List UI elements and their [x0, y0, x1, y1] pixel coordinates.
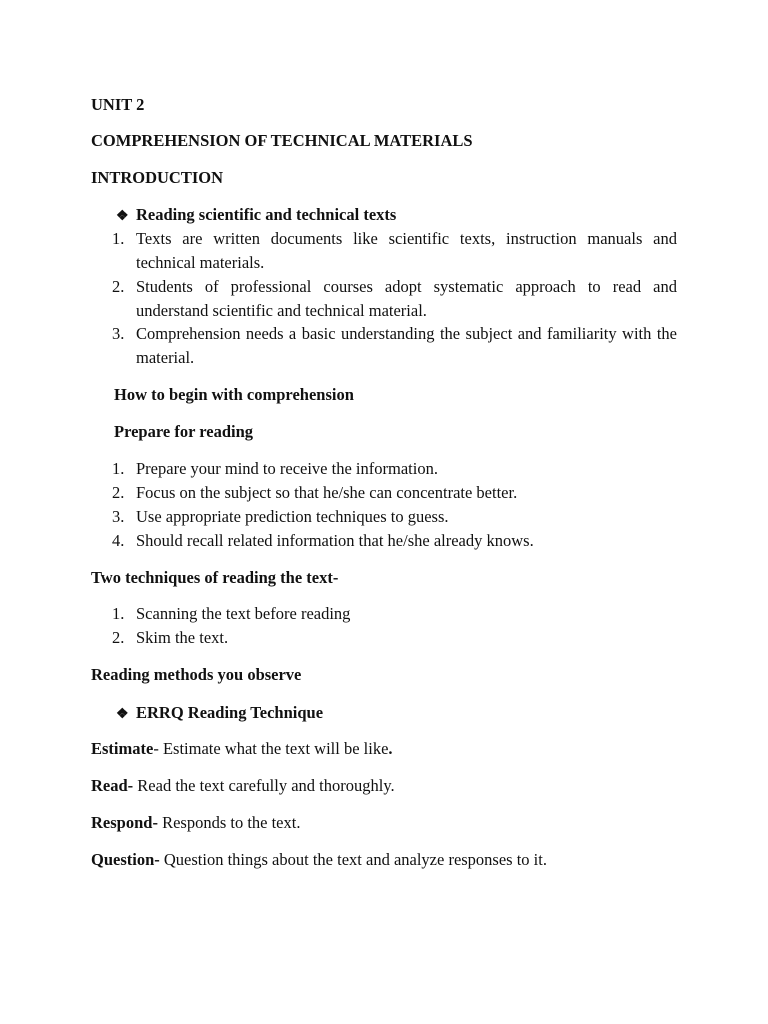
list-number: 1.: [112, 229, 125, 248]
methods-heading: Reading methods you observe: [91, 665, 302, 684]
list-item: Students of professional courses adopt systematic approach to read and understand scientific and technical material.: [136, 277, 677, 320]
diamond-bullet-icon: ❖: [116, 707, 129, 722]
how-to-begin-heading: How to begin with comprehension: [114, 385, 354, 404]
definition-read: Read the text carefully and thoroughly.: [133, 776, 395, 795]
introduction-heading: INTRODUCTION: [91, 168, 224, 187]
list-number: 2.: [112, 483, 125, 502]
errq-question: [91, 850, 547, 870]
definition-estimate-period: .: [388, 739, 393, 758]
list-item: Comprehension needs a basic understanding the subject and familiarity with the material.: [136, 324, 677, 367]
list-number: 3.: [112, 507, 125, 526]
term-estimate: Estimate: [91, 739, 154, 758]
list-number: 3.: [112, 324, 125, 343]
term-read: Read-: [91, 776, 134, 795]
list-number: 2.: [112, 277, 125, 296]
list-number: 4.: [112, 531, 125, 550]
page-title: COMPREHENSION OF TECHNICAL MATERIALS: [91, 131, 473, 150]
errq-respond: [91, 813, 300, 833]
list-item: Focus on the subject so that he/she can concentrate better.: [136, 483, 518, 502]
diamond-bullet-icon: ❖: [116, 209, 129, 224]
list-number: 1.: [112, 459, 125, 478]
definition-estimate: - Estimate what the text will be like: [153, 739, 389, 758]
list-item: Scanning the text before reading: [136, 604, 351, 623]
definition-question: Question things about the text and analyze responses to it.: [159, 850, 547, 869]
list-number: 1.: [112, 604, 125, 623]
errq-estimate: [91, 739, 393, 759]
term-respond: Respond-: [91, 813, 158, 832]
list-item: Use appropriate prediction techniques to guess.: [136, 507, 449, 526]
list-item: Prepare your mind to receive the information.: [136, 459, 438, 478]
prepare-heading: Prepare for reading: [114, 422, 254, 441]
section-heading: Reading scientific and technical texts: [136, 205, 397, 224]
list-item: Skim the text.: [136, 628, 229, 647]
section-errq: [116, 703, 323, 725]
unit-label: UNIT 2: [91, 95, 145, 114]
section-reading-scientific: [116, 205, 396, 227]
list-item: Texts are written documents like scientific texts, instruction manuals and technical materials.: [136, 229, 677, 272]
list-number: 2.: [112, 628, 125, 647]
list-item: Should recall related information that he/she already knows.: [136, 531, 534, 550]
term-question: Question-: [91, 850, 160, 869]
section-heading: ERRQ Reading Technique: [136, 703, 324, 722]
definition-respond: Responds to the text.: [157, 813, 301, 832]
errq-read: [91, 776, 395, 796]
techniques-heading: Two techniques of reading the text-: [91, 568, 339, 587]
